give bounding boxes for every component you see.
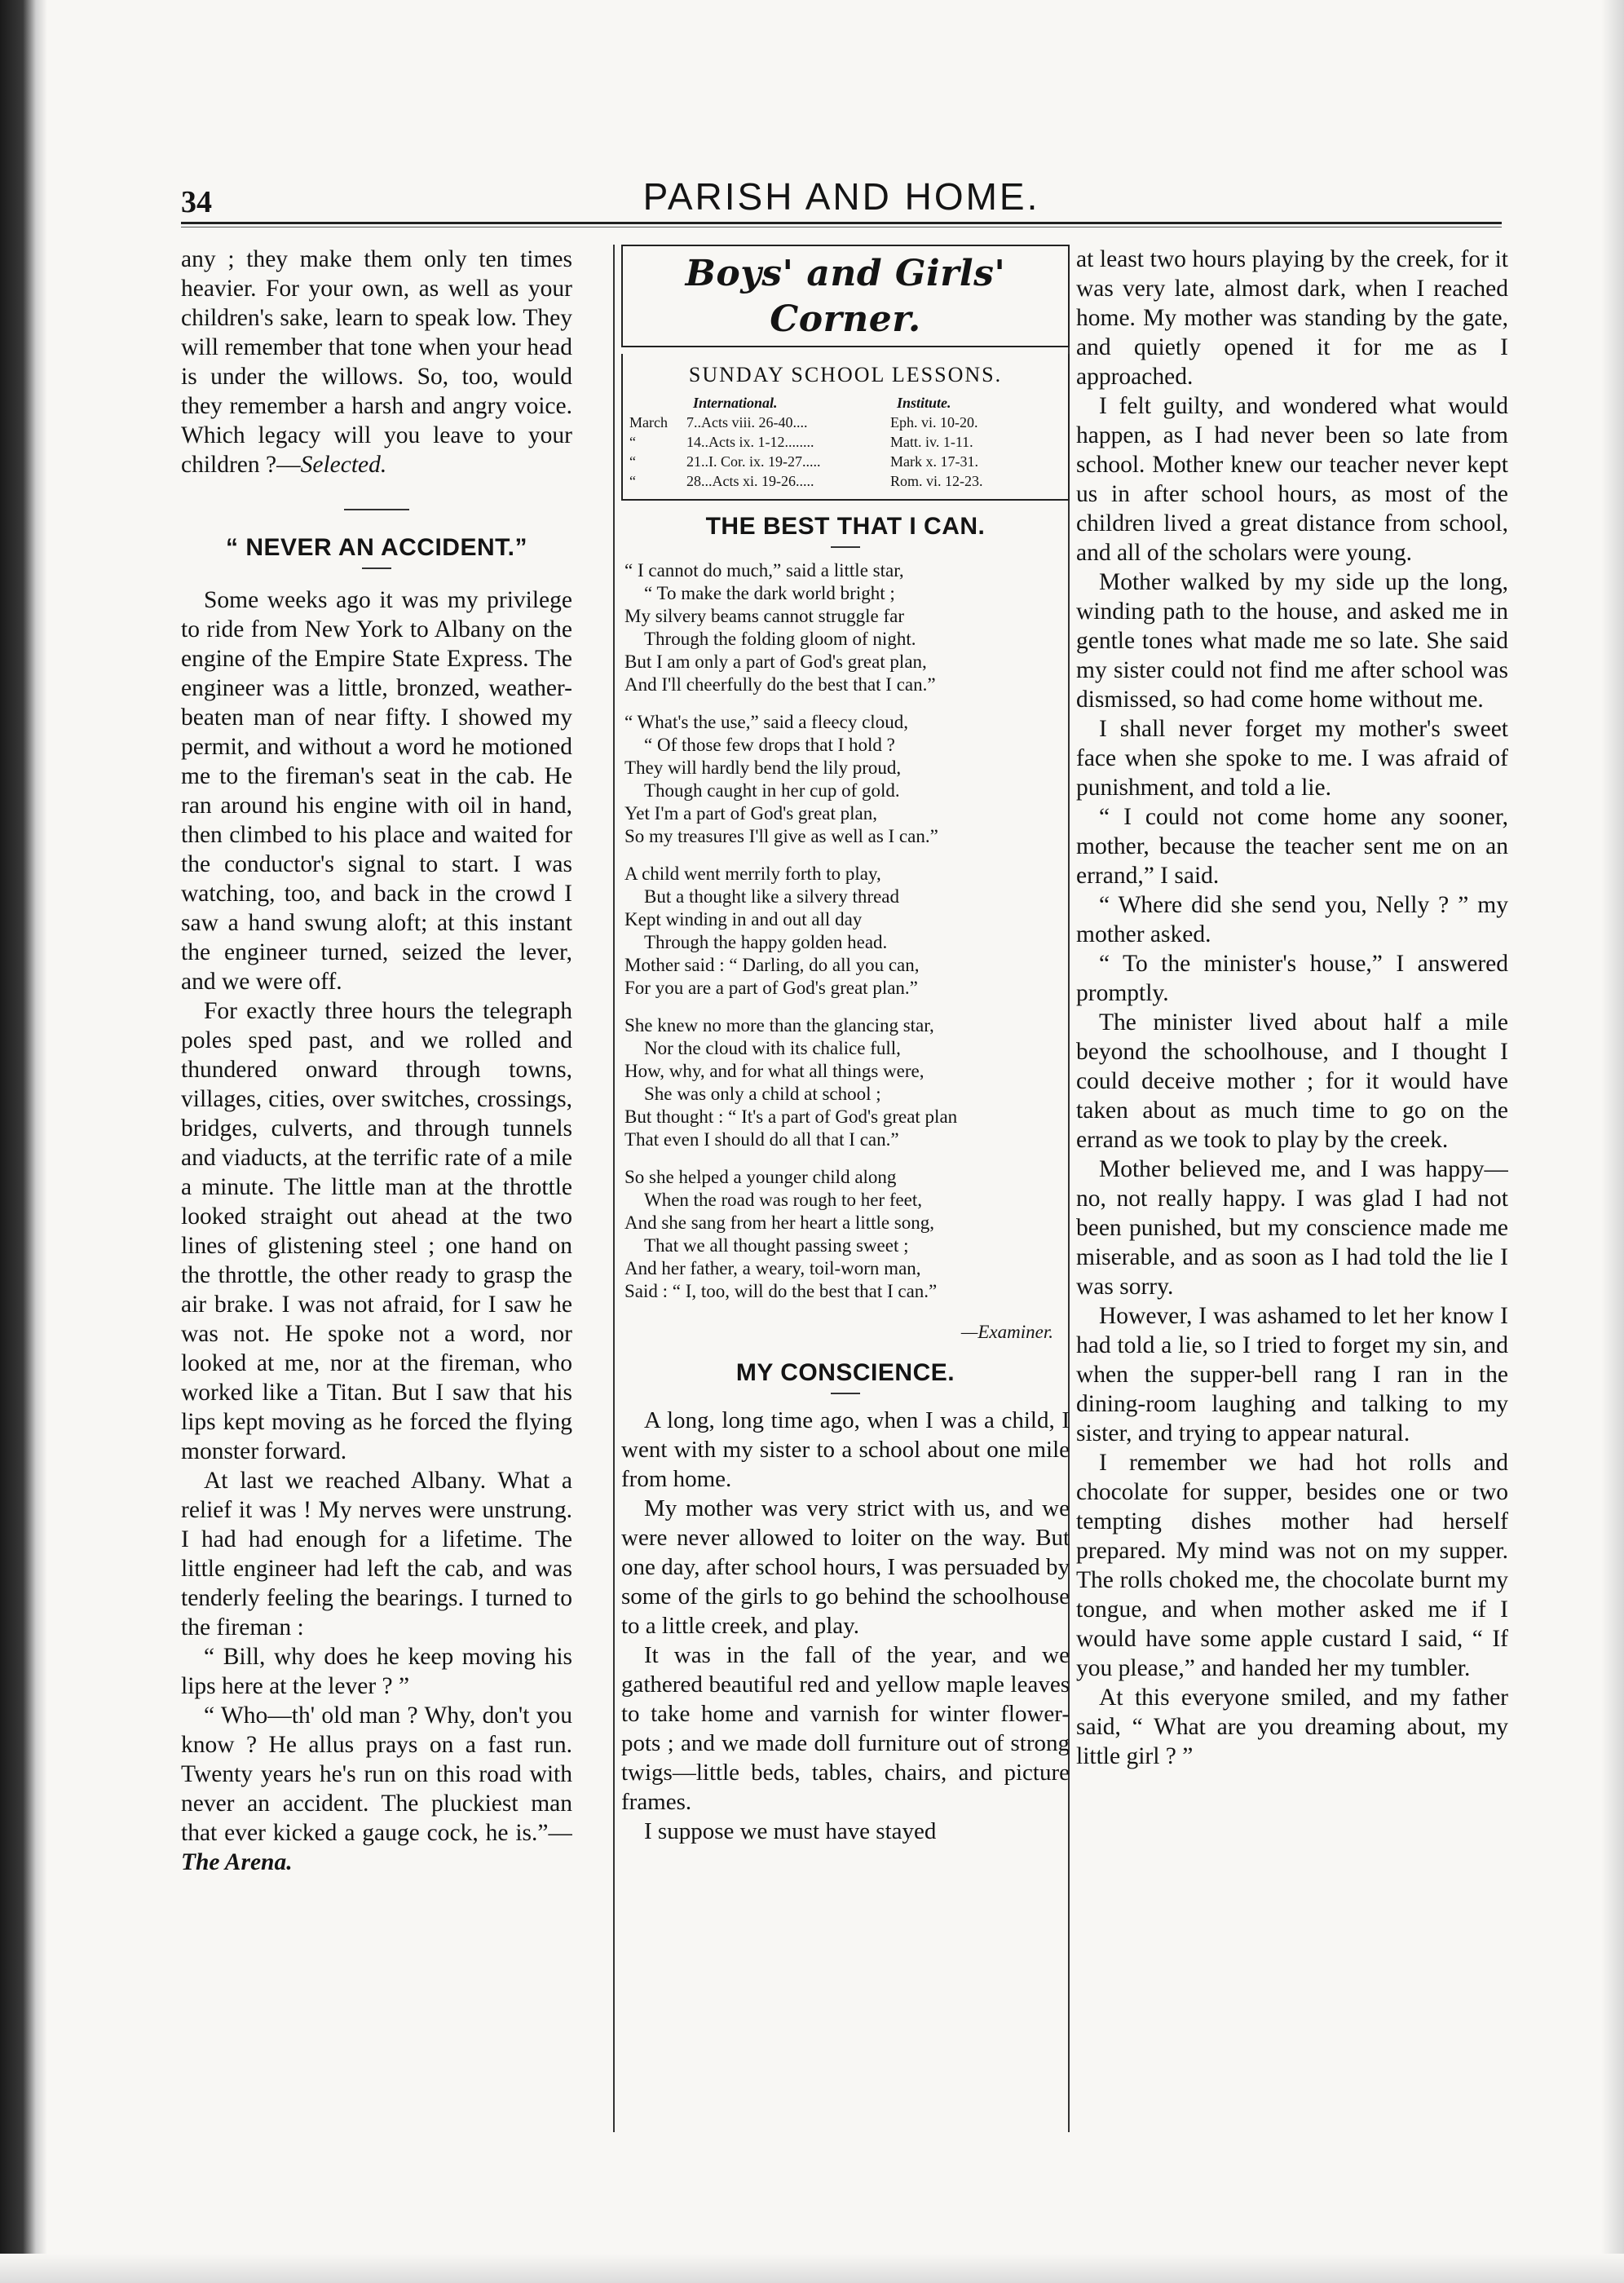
lessons-title: SUNDAY SCHOOL LESSONS. [688,363,1003,386]
poem-line: “ What's the use,” said a fleecy cloud, [624,712,908,732]
poem-line: Though caught in her cup of gold. [644,780,900,801]
story-paragraph: Mother believed me, and I was happy—no, not really happy. I was glad I had not been punished, but my conscience made me miserable, and as soon as I had told the lie I was sorry. [1076,1156,1508,1300]
poem-line: That we all thought passing sweet ; [644,1235,909,1256]
lesson-international: 28...Acts xi. 19-26..... [686,473,814,489]
story-paragraph: My mother was very strict with us, and we were never allowed to loiter on the way. But one day, after school hours, I was persuaded by some of the girls to go behind the schoolhouse to a little creek, and play. [621,1495,1070,1639]
story-paragraph: at least two hours playing by the creek, for it was very late, almost dark, when I reached home. My mother was standing by the gate, and quietly opened it for me as I approached. [1076,246,1508,390]
poem-line: They will hardly bend the lily proud, [624,757,902,778]
poem-line: Through the happy golden head. [644,932,888,952]
article-body [181,585,572,1877]
poem-line: My silvery beams cannot struggle far [624,606,904,626]
poem [624,559,1066,1303]
story-paragraph: “ I could not come home any sooner, mother, because the teacher sent me on an errand,” I said. [1076,804,1508,889]
story-paragraph: I shall never forget my mother's sweet face when she spoke to me. I was afraid of punishment, and told a lie. [1076,716,1508,801]
story-paragraph: “ Where did she send you, Nelly ? ” my mother asked. [1076,892,1508,947]
story-paragraph: At this everyone smiled, and my father said, “ What are you dreaming about, my little girl ? ” [1076,1685,1508,1769]
story-paragraph: It was in the fall of the year, and we gathered beautiful red and yellow maple leaves to take home and varnish for winter flower-pots ; and we made doll furniture out of strong twigs—little beds, tables, chairs, and picture frames. [621,1642,1070,1815]
poem-line: So she helped a younger child along [624,1167,897,1187]
poem-line: Yet I'm a part of God's great plan, [624,803,877,824]
poem-line: Through the folding gloom of night. [644,629,916,649]
page-edge-shadow [1601,0,1624,2283]
poem-line: And I'll cheerfully do the best that I can.” [624,674,936,695]
article-title: “ NEVER AN ACCIDENT.” [226,534,527,561]
intro-source: Selected. [300,452,387,478]
story-continued [1076,245,1508,1771]
column-middle [621,245,1070,2144]
lesson-month: March [629,414,668,431]
story-paragraph: I suppose we must have stayed [644,1818,937,1844]
lessons-header [629,393,1061,413]
story-body [621,1406,1070,1846]
title-divider [362,567,391,569]
article-paragraph: “ Bill, why does he keep moving his lips here at the lever ? ” [181,1644,572,1699]
page-number: 34 [181,185,212,219]
poem-line: But thought : “ It's a part of God's great plan [624,1106,958,1127]
lesson-month: “ [629,473,636,489]
lesson-institute: Eph. vi. 10-20. [890,414,978,431]
poem-line: Mother said : “ Darling, do all you can, [624,955,920,975]
article-paragraph: For exactly three hours the telegraph poles sped past, and we rolled and thundered onward through towns, villages, cities, over switches, crossings, bridges, culverts, and through tunnels and viaducts, at the terrific rate of a mile a minute. The little man at the throttle looked straight out ahead at the two lines of glistening steel ; one hand on the throttle, the other ready to grasp the air brake. I was not afraid, for I saw he was not. He spoke not a word, nor looked at me, nor at the fireman, who worked like a Titan. But I saw that his lips kept moving as he forced the flying monster forward. [181,998,572,1464]
poem-line: And she sang from her heart a little song, [624,1212,935,1233]
article-paragraph: At last we reached Albany. What a relief it was ! My nerves were unstrung. I had had enough for a lifetime. The little engineer had left the cab, and was tenderly feeling the bearings. I turned to the fireman : [181,1468,572,1640]
story-paragraph: “ To the minister's house,” I answered promptly. [1076,951,1508,1006]
poem-line: How, why, and for what all things were, [624,1061,925,1081]
column-right [1076,245,1508,2144]
poem-line: But I am only a part of God's great plan, [624,651,927,672]
running-title: PARISH AND HOME. [642,175,1040,218]
poem-title: THE BEST THAT I CAN. [705,513,986,540]
column-rule [613,245,615,2132]
story-paragraph: A long, long time ago, when I was a child, I went with my sister to a school about one mile from home. [621,1407,1070,1492]
lesson-month: “ [629,453,636,470]
lesson-institute: Matt. iv. 1-11. [890,434,973,450]
poem-stanza [624,1166,1066,1303]
story-paragraph: However, I was ashamed to let her know I had told a lie, so I tried to forget my sin, and when the supper-bell rang I ran in the dining-room laughing and talking to my sister, and trying to appear natural. [1076,1303,1508,1446]
lessons-table [629,413,1061,491]
lesson-institute: Rom. vi. 12-23. [890,473,983,489]
article-source: The Arena. [181,1849,293,1875]
poem-stanza [624,1014,1066,1151]
poem-line: “ To make the dark world bright ; [644,583,895,603]
section-divider [344,509,409,510]
poem-stanza [624,559,1066,696]
lesson-international: 14..Acts ix. 1-12........ [686,434,814,450]
poem-line: Said : “ I, too, will do the best that I can.” [624,1281,938,1301]
poem-stanza [624,711,1066,848]
poem-line: When the road was rough to her feet, [644,1190,923,1210]
poem-line: She knew no more than the glancing star, [624,1015,934,1036]
poem-line: “ Of those few drops that I hold ? [644,735,895,755]
poem-stanza [624,863,1066,1000]
corner-title: Boys' and Girls' Corner. [685,253,1006,340]
poem-line: And her father, a weary, toil-worn man, [624,1258,921,1278]
lesson-row [629,452,1061,471]
story-title: MY CONSCIENCE. [735,1359,955,1386]
lesson-international: 7..Acts viii. 26-40.... [686,414,808,431]
poem-line: Kept winding in and out all day [624,909,863,930]
lesson-row [629,471,1061,491]
lesson-institute: Mark x. 17-31. [890,453,978,470]
corner-banner [621,245,1070,347]
story-paragraph: I felt guilty, and wondered what would happen, as I had never been so late from school. Mother knew our teacher never kept us in after school hours, as most of the children lived a great distance from school, and all of the scholars were young. [1076,393,1508,566]
lessons-box [621,354,1070,501]
poem-line: She was only a child at school ; [644,1084,881,1104]
story-paragraph: I remember we had hot rolls and chocolate for supper, besides one or two tempting dishes mother had herself prepared. My mind was not on my supper. The rolls choked me, the chocolate burnt my tongue, and when mother asked me if I would have some apple custard I said, “ If you please,” and handed her my tumbler. [1076,1450,1508,1681]
poem-line: For you are a part of God's great plan.” [624,978,918,998]
lesson-international: 21..I. Cor. ix. 19-27..... [686,453,821,470]
bottom-edge-shadow [0,2254,1624,2283]
lesson-row [629,432,1061,452]
header-rule [181,222,1502,227]
poem-line: “ I cannot do much,” said a little star, [624,560,904,581]
poem-source: —Examiner. [960,1322,1053,1342]
story-paragraph: Mother walked by my side up the long, winding path to the house, and asked me in gentle tones what made me so late. She said my sister could not find me after school was dismissed, so had come home without me. [1076,569,1508,713]
poem-line: But a thought like a silvery thread [644,886,899,907]
intro-paragraph: any ; they make them only ten times heavier. For your own, as well as your children's sake, learn to speak low. They will remember that tone when your head is under the willows. So, too, would they remember a harsh and angry voice. Which legacy will you leave to your children ?—Selected. [181,246,572,478]
lessons-header-international: International. [693,395,778,411]
lesson-row [629,413,1061,432]
column-left [181,245,572,2144]
article-paragraph: Some weeks ago it was my privilege to ride from New York to Albany on the engine of the Empire State Express. The engineer was a little, bronzed, weather-beaten man of near fifty. I showed my permit, and without a word he motioned me to the fireman's seat in the cab. He ran around his engine with oil in hand, then climbed to his place and waited for the conductor's signal to start. I was watching, too, and back in the crowd I saw a hand swung aloft; at this instant the engineer turned, seized the lever, and we were off. [181,587,572,995]
title-divider [831,1393,860,1394]
poem-line: Nor the cloud with its chalice full, [644,1038,901,1058]
story-paragraph: The minister lived about half a mile beyond the schoolhouse, and I thought I could deceive mother ; for it would have taken about as much time to go on the errand as we took to play by the creek. [1076,1009,1508,1153]
page-header [181,171,1502,220]
poem-line: So my treasures I'll give as well as I can.” [624,826,938,846]
title-divider [831,546,860,548]
binding-shadow [0,0,47,2283]
lesson-month: “ [629,434,636,450]
poem-line: A child went merrily forth to play, [624,863,881,884]
poem-line: That even I should do all that I can.” [624,1129,899,1150]
article-paragraph: “ Who—th' old man ? Why, don't you know ? He allus prays on a fast run. Twenty years he's run on this road with never an accident. The pluckiest man that ever kicked a gauge cock, he is.”—The Arena. [181,1702,572,1875]
lessons-header-institute: Institute. [897,395,951,411]
